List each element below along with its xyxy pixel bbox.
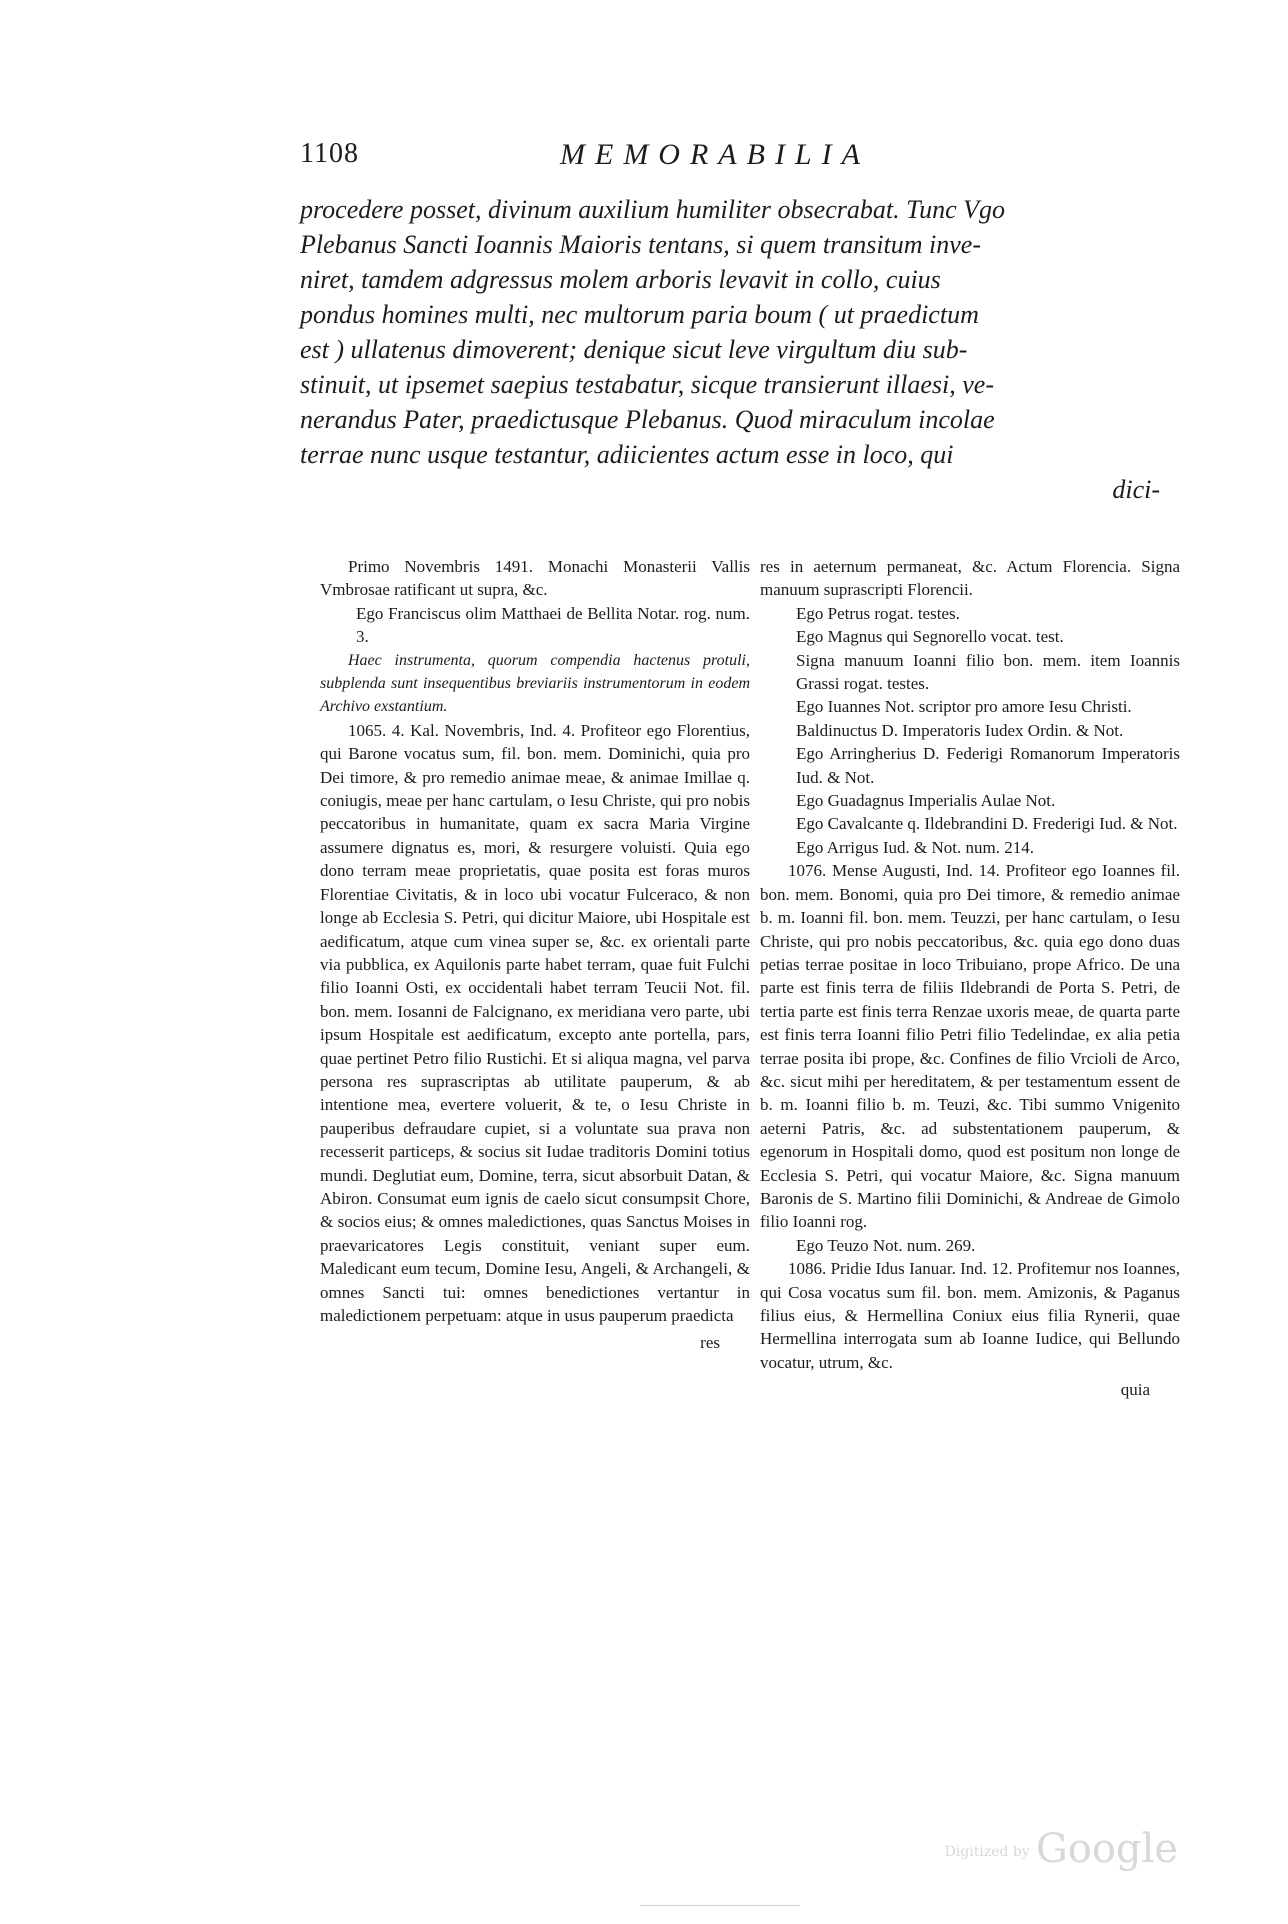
catchword: res [700,1333,720,1353]
signature-line: Ego Petrus rogat. testes. [796,603,960,623]
signature-line: Signa manuum Ioanni filio bon. mem. item Ioannis Grassi rogat. testes. [796,650,1180,694]
signature-line: Ego Guadagnus Imperialis Aulae Not. [796,791,1056,811]
text-line: stinuit, ut ipsemet saepius testabatur, sicque transierunt illaesi, ve- [300,370,995,399]
paragraph: res in aeternum permaneat, &c. Actum Florencia. Signa manuum suprascripti Florencii. [760,557,1180,600]
text-line: Plebanus Sancti Ioannis Maioris tentans, si quem transitum inve- [300,230,982,259]
charter-entry: 1076. Mense Augusti, Ind. 14. Profiteor ego Ioannes fil. bon. mem. Bonomi, quia pro Dei timore, & remedio animae b. m. Ioanni fil. bon. mem. Teuzzi, per hanc cartulam, o Iesu Christe, qui pro nobis peccatoribus, &c. quia ego dono duas petias terrae positae in loco Tribuiano, prope Africo. De una parte est finis terra de filiis Ildebrandi de Porta S. Petri, de tertia parte est finis terra Renzae uxoris meae, de quarta parte est finis terra Ioanni filio Petri filio Tedelindae, ex alia petia terrae posita ibi prope, &c. Confines de filio Vrcioli de Arco, &c. sicut mihi per hereditatem, & per testamentum essent de b. m. Ioanni filio b. m. Teuzi, &c. Tibi summo Vnigenito aeterni Patris, &c. ad substentationem pauperum, & egenorum in Hospitali domo, quod est positum non longe de Ecclesia S. Petri, qui vocatur Maiore, &c. Signa manuum Baronis de S. Martino filii Dominichi, & Andreae de Gimolo filio Ioanni rog. [760,861,1180,1232]
signature-line: Ego Iuannes Not. scriptor pro amore Iesu Christi. [796,697,1132,717]
text-line: pondus homines multi, nec multorum paria boum ( ut praedictum [300,300,979,329]
text-line: nerandus Pater, praedictusque Plebanus. Quod miraculum incolae [300,405,995,434]
italic-note: Haec instrumenta, quorum compendia hactenus protuli, subplenda sunt insequentibus breviariis instrumentorum in eodem Archivo exstantium. [320,651,750,716]
right-column [760,555,1180,1402]
signature-line: Ego Arrigus Iud. & Not. num. 214. [796,837,1034,857]
signature-line: Ego Magnus qui Segnorello vocat. test. [796,627,1064,647]
text-line: terrae nunc usque testantur, adiicientes actum esse in loco, qui [300,440,954,469]
catchword: dici- [1112,475,1160,504]
page-number: 1108 [300,138,359,169]
text-line: est ) ullatenus dimoverent; denique sicut leve virgultum diu sub- [300,335,968,364]
continued-italic-passage [300,192,1180,507]
paragraph: Ego Franciscus olim Matthaei de Bellita Notar. rog. num. 3. [356,603,750,647]
watermark-logo-text: Google [1035,1826,1178,1872]
catchword: quia [1120,1380,1150,1400]
paragraph: Primo Novembris 1491. Monachi Monasterii Vallis Vmbrosae ratificant ut supra, &c. [320,557,750,600]
watermark-small-text: Digitized by [944,1844,1030,1860]
signature-line: Ego Teuzo Not. num. 269. [796,1235,976,1255]
running-title: MEMORABILIA [560,138,870,171]
text-line: niret, tamdem adgressus molem arboris levavit in collo, cuius [300,265,941,294]
left-column [320,555,750,1355]
running-header [300,138,960,178]
text-line: procedere posset, divinum auxilium humiliter obsecrabat. Tunc Vgo [300,195,1006,224]
signature-line: Ego Cavalcante q. Ildebrandini D. Frederigi Iud. & Not. [796,814,1178,834]
digitization-watermark [945,1826,1178,1872]
charter-entry: 1065. 4. Kal. Novembris, Ind. 4. Profiteor ego Florentius, qui Barone vocatus sum, fil. bon. mem. Dominichi, quia pro Dei timore, & pro remedio animae meae, & animae Imillae q. coniugis, meae per hanc cartulam, o Iesu Christe, qui pro nobis peccatoribus in humanitate, quam ex sacra Maria Virgine assumere dignatus es, mori, & resurgere voluisti. Quia ego dono terram meae proprietatis, quae posita est foras muros Florentiae Civitatis, & in loco ubi vocatur Fulceraco, & non longe ab Ecclesia S. Petri, qui dicitur Maiore, ubi Hospitale est aedificatum, atque cum vinea super se, &c. ex orientali parte via pubblica, ex Aquilonis parte habet terram, quae fuit Fulchi filio Ioanni Osti, ex occidentali habet terram Teucii Not. fil. bon. mem. Iosanni de Falcignano, ex meridiana vero parte, ubi ipsum Hospitale est aedificatum, excepto ante portella, pars, quae pertinet Petro filio Rustichi. Et si aliqua magna, vel parva persona res suprascriptas ab utilitate pauperum, & ab intentione mea, evertere voluerit, & te, o Iesu Christe in pauperibus defraudare cupiet, si a voluntate sua prava non recesserit particeps, & socius sit Iudae traditoris Domini totius mundi. Deglutiat eum, Domine, terra, sicut absorbuit Datan, & Abiron. Consumat eum ignis de caelo sicut consumpsit Chore, & socios eius; & omnes maledictiones, quas Sanctus Moises in praevaricatores Legis constituit, veniant super eum. Maledicant eum tecum, Domine Iesu, Angeli, & Archangeli, & omnes Sancti tui: omnes benedictiones vertantur in maledictionem perpetuam: atque in usus pauperum praedicta [320,720,750,1325]
charter-entry: 1086. Pridie Idus Ianuar. Ind. 12. Profitemur nos Ioannes, qui Cosa vocatus sum fil. bon. mem. Amizonis, & Paganus filius eius, & Hermellina Coniux eius filia Rynerii, quae Hermellina interrogata sum ab Ioanne Iudice, qui Bellundo vocatur, utrum, &c. [760,1259,1180,1372]
signature-line: Ego Arringherius D. Federigi Romanorum Imperatoris Iud. & Not. [796,744,1180,787]
scan-edge-line [640,1905,800,1906]
signature-line: Baldinuctus D. Imperatoris Iudex Ordin. & Not. [796,720,1124,740]
